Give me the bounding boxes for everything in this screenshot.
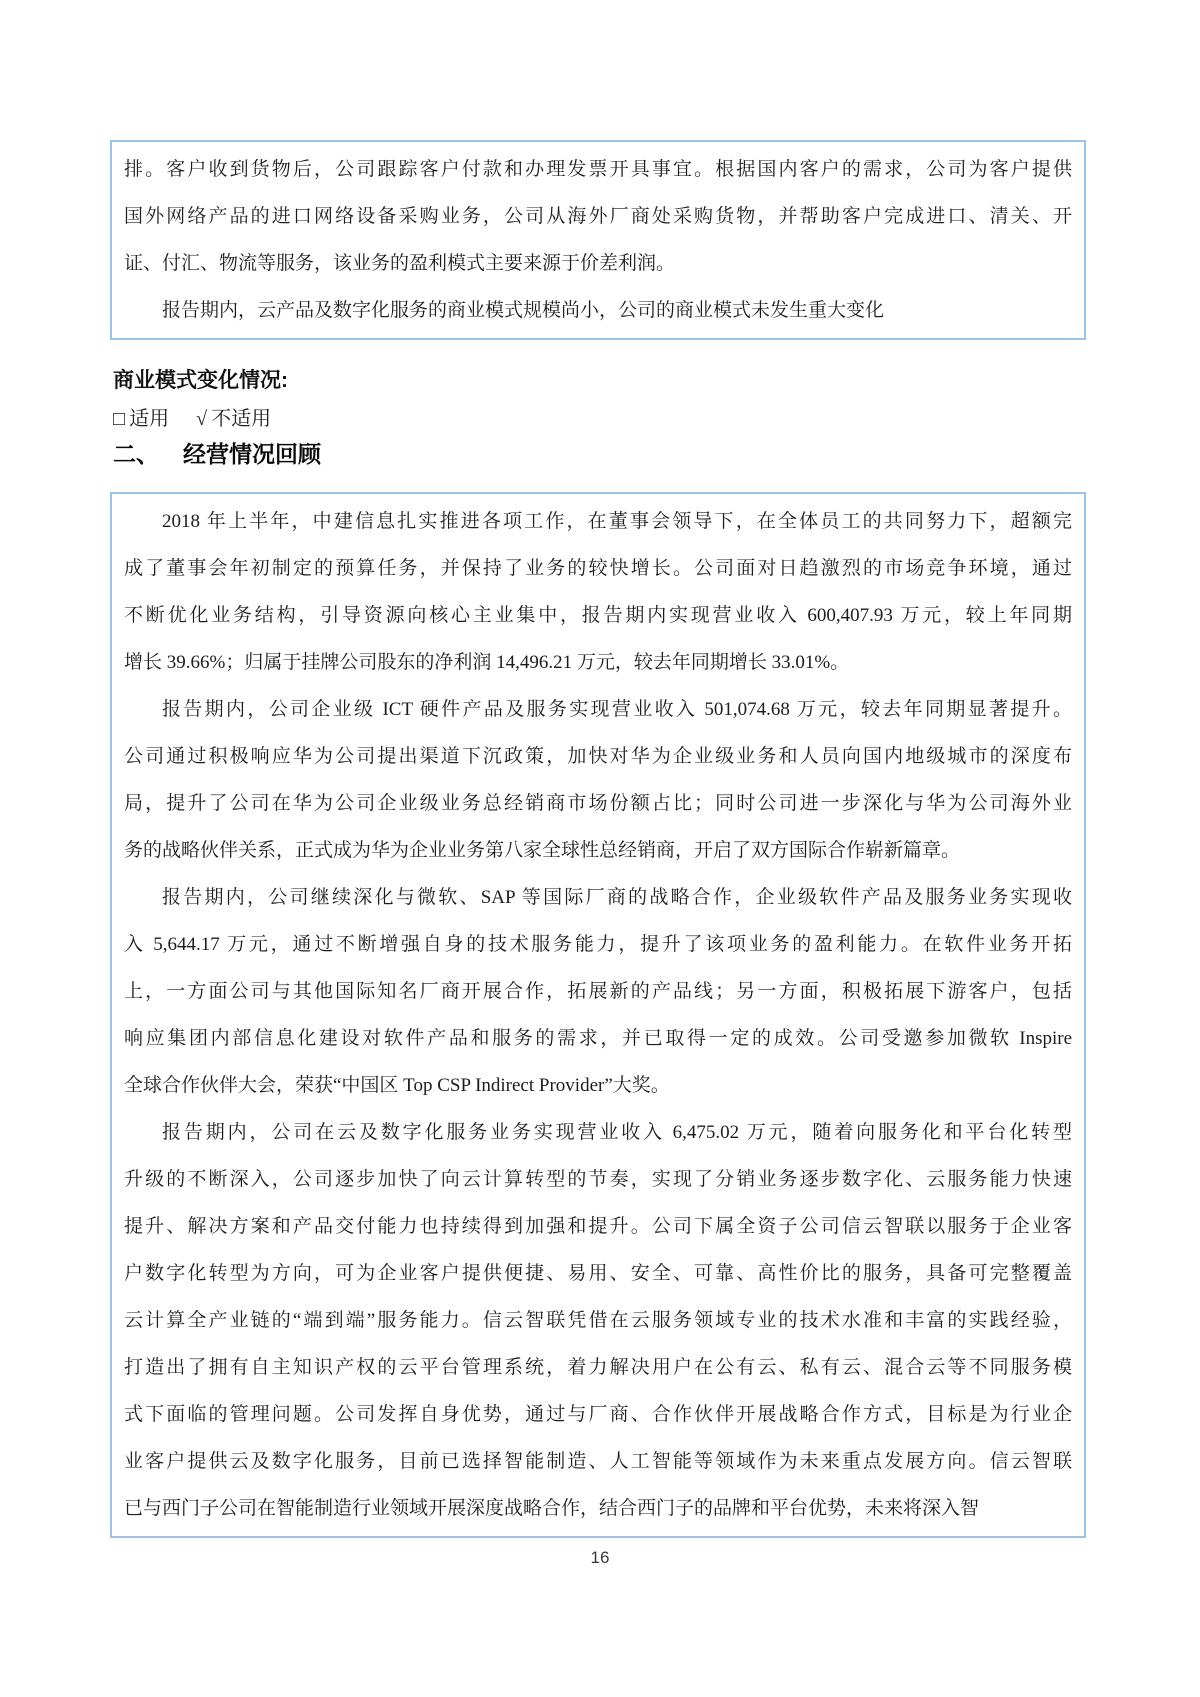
- text-line: 报告期内，公司继续深化与微软、SAP 等国际厂商的战略合作，企业级软件产品及服务业务实现收: [162, 887, 1072, 908]
- text-line: 报告期内，公司企业级 ICT 硬件产品及服务实现营业收入 501,074.68 万元，较去年同期显著提升。: [162, 699, 1072, 720]
- check-icon: √: [196, 408, 208, 430]
- text-line: 2018 年上半年，中建信息扎实推进各项工作，在董事会领导下，在全体员工的共同努力下，超额完: [162, 511, 1072, 532]
- text-line: 云计算全产业链的“端到端”服务能力。信云智联凭借在云服务领域专业的技术水准和丰富的实践经验，: [124, 1310, 1072, 1331]
- text-line: 业客户提供云及数字化服务，目前已选择智能制造、人工智能等领域作为未来重点发展方向。信云智联: [124, 1451, 1072, 1472]
- text-line: 报告期内，公司在云及数字化服务业务实现营业收入 6,475.02 万元，随着向服务化和平台化转型: [162, 1122, 1072, 1143]
- text-line: 成了董事会年初制定的预算任务，并保持了业务的较快增长。公司面对日趋激烈的市场竞争环境，通过: [124, 558, 1072, 579]
- text-line: 式下面临的管理问题。公司发挥自身优势，通过与厂商、合作伙伴开展战略合作方式，目标是为行业企: [124, 1404, 1072, 1425]
- paragraph: [124, 498, 1072, 686]
- text-line: 全球合作伙伴大会，荣获“中国区 Top CSP Indirect Provider”大奖。: [124, 1075, 670, 1096]
- text-line: 报告期内，云产品及数字化服务的商业模式规模尚小，公司的商业模式未发生重大变化: [162, 300, 885, 321]
- business-model-text-box: [110, 140, 1086, 340]
- paragraph: [124, 874, 1072, 1109]
- paragraph: [124, 146, 1072, 287]
- text-line: 入 5,644.17 万元，通过不断增强自身的技术服务能力，提升了该项业务的盈利能力。在软件业务开拓: [124, 934, 1072, 955]
- section-number: 二、: [113, 441, 159, 467]
- text-line: 已与西门子公司在智能制造行业领域开展深度战略合作，结合西门子的品牌和平台优势，未来将深入智: [124, 1498, 980, 1519]
- text-line: 提升、解决方案和产品交付能力也持续得到加强和提升。公司下属全资子公司信云智联以服务于企业客: [124, 1216, 1072, 1237]
- text-line: 证、付汇、物流等服务，该业务的盈利模式主要来源于价差利润。: [124, 253, 676, 274]
- paragraph: [124, 287, 1072, 334]
- business-model-change-options: [113, 402, 271, 431]
- checkbox-unchecked-icon: □: [113, 408, 126, 430]
- text-line: 增长 39.66%；归属于挂牌公司股东的净利润 14,496.21 万元，较去年同期增长 33.01%。: [124, 652, 850, 673]
- business-model-change-heading: 商业模式变化情况:: [113, 369, 288, 392]
- section-title: 经营情况回顾: [183, 441, 321, 467]
- option-applicable: [113, 408, 169, 430]
- paragraph: [124, 686, 1072, 874]
- text-line: 国外网络产品的进口网络设备采购业务，公司从海外厂商处采购货物，并帮助客户完成进口、清关、开: [124, 206, 1072, 227]
- page-footer: [0, 1548, 1200, 1568]
- paragraph: [124, 1109, 1072, 1532]
- text-line: 局，提升了公司在华为公司企业级业务总经销商市场份额占比；同时公司进一步深化与华为公司海外业: [124, 793, 1072, 814]
- text-line: 户数字化转型为方向，可为企业客户提供便捷、易用、安全、可靠、高性价比的服务，具备可完整覆盖: [124, 1263, 1072, 1284]
- text-line: 响应集团内部信息化建设对软件产品和服务的需求，并已取得一定的成效。公司受邀参加微软 Inspire: [124, 1028, 1072, 1049]
- option-not-applicable-label: 不适用: [211, 408, 272, 430]
- text-line: 公司通过积极响应华为公司提出渠道下沉政策，加快对华为企业级业务和人员向国内地级城市的深度布: [124, 746, 1072, 767]
- option-not-applicable: [196, 408, 271, 430]
- text-line: 不断优化业务结构，引导资源向核心主业集中，报告期内实现营业收入 600,407.93 万元，较上年同期: [124, 605, 1072, 626]
- text-line: 上，一方面公司与其他国际知名厂商开展合作，拓展新的产品线；另一方面，积极拓展下游客户，包括: [124, 981, 1072, 1002]
- text-line: 升级的不断深入，公司逐步加快了向云计算转型的节奏，实现了分销业务逐步数字化、云服务能力快速: [124, 1169, 1072, 1190]
- option-applicable-label: 适用: [129, 408, 170, 430]
- text-line: 务的战略伙伴关系，正式成为华为企业业务第八家全球性总经销商，开启了双方国际合作崭新篇章。: [124, 840, 961, 861]
- text-line: 打造出了拥有自主知识产权的云平台管理系统，着力解决用户在公有云、私有云、混合云等不同服务模: [124, 1357, 1072, 1378]
- text-line: 排。客户收到货物后，公司跟踪客户付款和办理发票开具事宜。根据国内客户的需求，公司为客户提供: [124, 159, 1072, 180]
- page-number: 16: [590, 1548, 610, 1567]
- section-heading-operations-review: [113, 436, 321, 469]
- operations-review-box: [110, 492, 1086, 1538]
